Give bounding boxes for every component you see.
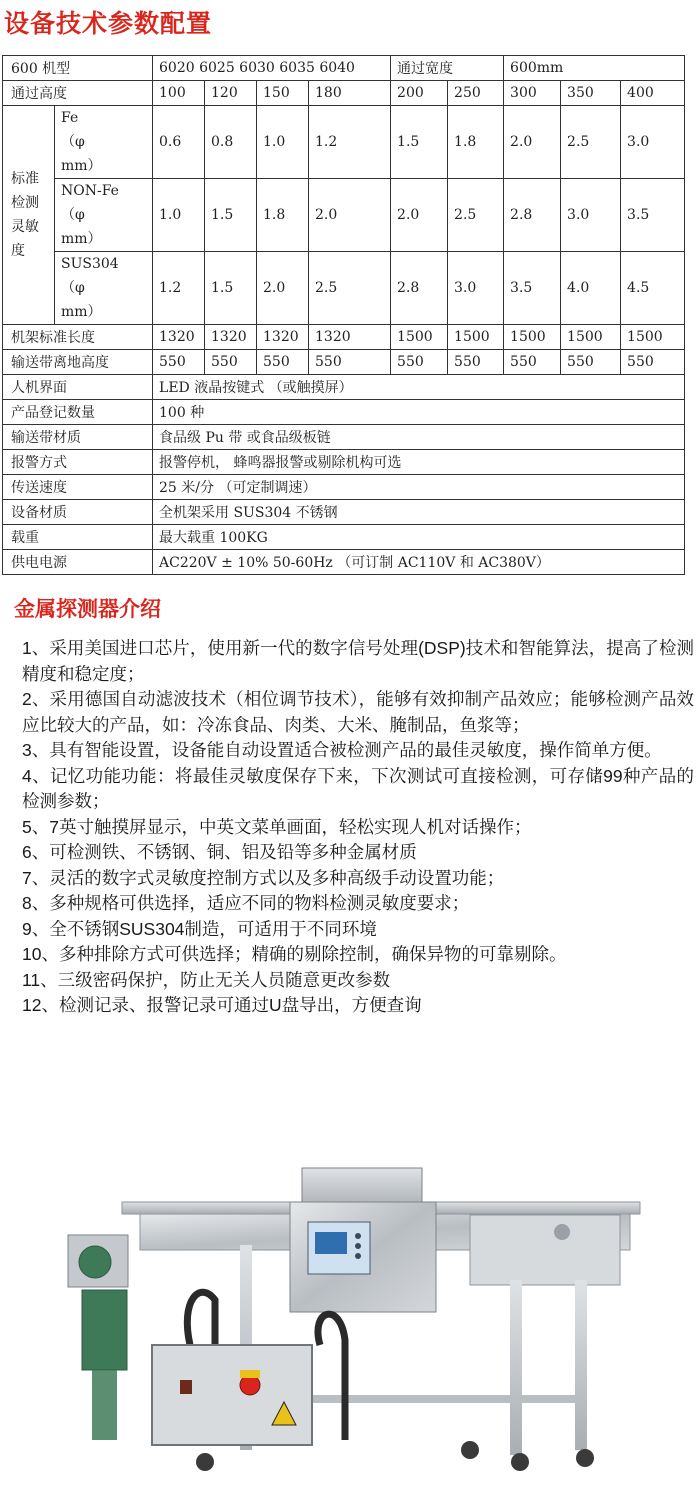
spec-text-row [3, 550, 685, 575]
spec-row-label: 设备材质 [3, 500, 153, 525]
sensitivity-value: 1.0 [257, 106, 309, 179]
sensitivity-value: 2.0 [309, 179, 391, 252]
sensitivity-row-fe [3, 106, 685, 179]
height-value: 300 [504, 81, 561, 106]
caster-wheel [511, 1453, 529, 1471]
height-value: 200 [391, 81, 448, 106]
sensitivity-value: 1.8 [257, 179, 309, 252]
feature-item: 12、检测记录、报警记录可通过U盘导出，方便查询 [22, 995, 422, 1015]
intro-section-title: 金属探测器介绍 [14, 597, 161, 621]
feature-item: 5、7英寸触摸屏显示，中英文菜单画面，轻松实现人机对话操作； [22, 816, 532, 837]
frame-length-value: 1500 [621, 325, 685, 350]
feature-item: 3、具有智能设置，设备能自动设置适合被检测产品的最佳灵敏度，操作简单方便。 [22, 740, 662, 760]
height-value: 100 [153, 81, 205, 106]
sensitivity-value: 2.8 [504, 179, 561, 252]
sensitivity-value: 1.2 [153, 252, 205, 325]
belt-height-row [3, 350, 685, 375]
frame-leg [575, 1280, 587, 1450]
spec-row-label: 供电电源 [3, 550, 153, 575]
cable [318, 1314, 345, 1440]
feature-item: 4、记忆功能功能：将最佳灵敏度保存下来，下次测试可直接检测，可存储99种产品的检测参数； [22, 765, 694, 811]
outfeed-roller [554, 1224, 570, 1240]
frame-length-value: 1320 [153, 325, 205, 350]
spec-row-label: 输送带材质 [3, 425, 153, 450]
sensitivity-value: 2.0 [504, 106, 561, 179]
spec-text-row [3, 425, 685, 450]
spec-row-label: 产品登记数量 [3, 400, 153, 425]
height-row [3, 81, 685, 106]
width-value: 600mm [504, 56, 685, 81]
frame-length-value: 1500 [391, 325, 448, 350]
belt-height-value: 550 [153, 350, 205, 375]
belt-height-value: 550 [621, 350, 685, 375]
spec-text-row [3, 450, 685, 475]
spec-row-value: AC220V ± 10% 50-60Hz （可订制 AC110V 和 AC380V） [153, 550, 685, 575]
sensitivity-value: 1.5 [205, 252, 257, 325]
sensitivity-value: 2.0 [257, 252, 309, 325]
sensitivity-row-sus304 [3, 252, 685, 325]
spec-row-label: 人机界面 [3, 375, 153, 400]
spec-row-value: 25 米/分 （可定制调速） [153, 475, 685, 500]
height-value: 350 [561, 81, 621, 106]
spec-table [2, 55, 685, 575]
sensitivity-value: 0.6 [153, 106, 205, 179]
spec-row-value: 食品级 Pu 带 或食品级板链 [153, 425, 685, 450]
sensitivity-label-sus304: SUS304 （φ mm） [55, 252, 153, 325]
spec-row-value: 全机架采用 SUS304 不锈钢 [153, 500, 685, 525]
explosion-proof-box [152, 1345, 312, 1445]
spec-row-label: 传送速度 [3, 475, 153, 500]
sensitivity-value: 1.5 [391, 106, 448, 179]
spec-row-label: 载重 [3, 525, 153, 550]
frame-length-value: 1320 [309, 325, 391, 350]
frame-length-value: 1500 [504, 325, 561, 350]
frame-length-label: 机架标准长度 [3, 325, 153, 350]
belt-height-label: 输送带离地高度 [3, 350, 153, 375]
spec-row-value: 最大载重 100KG [153, 525, 685, 550]
caster-wheel [461, 1441, 479, 1459]
belt-height-value: 550 [205, 350, 257, 375]
spec-row-label: 报警方式 [3, 450, 153, 475]
spec-text-row [3, 375, 685, 400]
belt-height-value: 550 [257, 350, 309, 375]
width-label: 通过宽度 [391, 56, 504, 81]
feature-item: 8、多种规格可供选择，适应不同的物料检测灵敏度要求； [22, 893, 470, 913]
feature-item: 10、多种排除方式可供选择；精确的剔除控制，确保异物的可靠剔除。 [22, 944, 567, 964]
frame-length-value: 1500 [448, 325, 504, 350]
motor [82, 1290, 127, 1370]
spec-text-row [3, 475, 685, 500]
feature-item: 2、采用德国自动滤波技术（相位调节技术），能够有效抑制产品效应；能够检测产品效应比较大的产品，如：冷冻食品、肉类、大米、腌制品，鱼浆等； [22, 689, 694, 735]
height-value: 250 [448, 81, 504, 106]
sensitivity-value: 2.0 [391, 179, 448, 252]
feature-item: 11、三级密码保护，防止无关人员随意更改参数 [22, 969, 391, 990]
sensitivity-value: 3.0 [561, 179, 621, 252]
sensitivity-value: 3.5 [504, 252, 561, 325]
sensitivity-value: 3.0 [621, 106, 685, 179]
height-value: 400 [621, 81, 685, 106]
model-values: 6020 6025 6030 6035 6040 [153, 56, 391, 81]
belt-height-value: 550 [309, 350, 391, 375]
height-value: 150 [257, 81, 309, 106]
sensitivity-value: 1.0 [153, 179, 205, 252]
sensitivity-value: 3.5 [621, 179, 685, 252]
belt-height-value: 550 [391, 350, 448, 375]
belt-height-value: 550 [448, 350, 504, 375]
control-screen [315, 1232, 347, 1254]
feature-item: 1、采用美国进口芯片，使用新一代的数字信号处理(DSP)技术和智能算法，提高了检测精度和稳定度； [22, 638, 694, 684]
sensitivity-value: 4.5 [621, 252, 685, 325]
motor-fan-icon [79, 1246, 111, 1278]
model-row [3, 56, 685, 81]
sensitivity-value: 1.5 [205, 179, 257, 252]
frame-length-value: 1320 [205, 325, 257, 350]
sensitivity-value: 4.0 [561, 252, 621, 325]
spec-row-value: LED 液晶按键式 （或触摸屏） [153, 375, 685, 400]
sensitivity-value: 0.8 [205, 106, 257, 179]
model-label: 600 机型 [3, 56, 153, 81]
height-value: 180 [309, 81, 391, 106]
feature-item: 7、灵活的数字式灵敏度控制方式以及多种高级手动设置功能； [22, 867, 505, 888]
belt-height-value: 550 [504, 350, 561, 375]
sensitivity-value: 2.5 [448, 179, 504, 252]
feature-item: 9、全不锈钢SUS304制造，可适用于不同环境 [22, 918, 377, 939]
sensitivity-value: 1.2 [309, 106, 391, 179]
metal-detector-photo [40, 1140, 670, 1490]
frame-length-row [3, 325, 685, 350]
outfeed-panel [470, 1215, 620, 1285]
sensitivity-value: 2.5 [309, 252, 391, 325]
frame-length-value: 1320 [257, 325, 309, 350]
frame-leg [510, 1280, 522, 1455]
height-label: 通过高度 [3, 81, 153, 106]
spec-section-title: 设备技术参数配置 [4, 9, 213, 38]
spec-row-value: 100 种 [153, 400, 685, 425]
sensitivity-value: 1.8 [448, 106, 504, 179]
sensitivity-group-label: 标准 检测 灵敏 度 [3, 106, 55, 325]
sensitivity-row-non-fe [3, 179, 685, 252]
height-value: 120 [205, 81, 257, 106]
feature-list [22, 636, 694, 1019]
sensitivity-value: 3.0 [448, 252, 504, 325]
spec-text-row [3, 500, 685, 525]
spec-row-value: 报警停机， 蜂鸣器报警或剔除机构可选 [153, 450, 685, 475]
sensitivity-label-non-fe: NON-Fe （φ mm） [55, 179, 153, 252]
caster-wheel [196, 1453, 214, 1471]
belt-height-value: 550 [561, 350, 621, 375]
spec-text-row [3, 525, 685, 550]
caster-wheel [576, 1449, 594, 1467]
spec-text-row [3, 400, 685, 425]
sensitivity-value: 2.8 [391, 252, 448, 325]
feature-item: 6、可检测铁、不锈钢、铜、铝及铅等多种金属材质 [22, 842, 417, 862]
frame-length-value: 1500 [561, 325, 621, 350]
sensitivity-value: 2.5 [561, 106, 621, 179]
sensitivity-label-fe: Fe （φ mm） [55, 106, 153, 179]
